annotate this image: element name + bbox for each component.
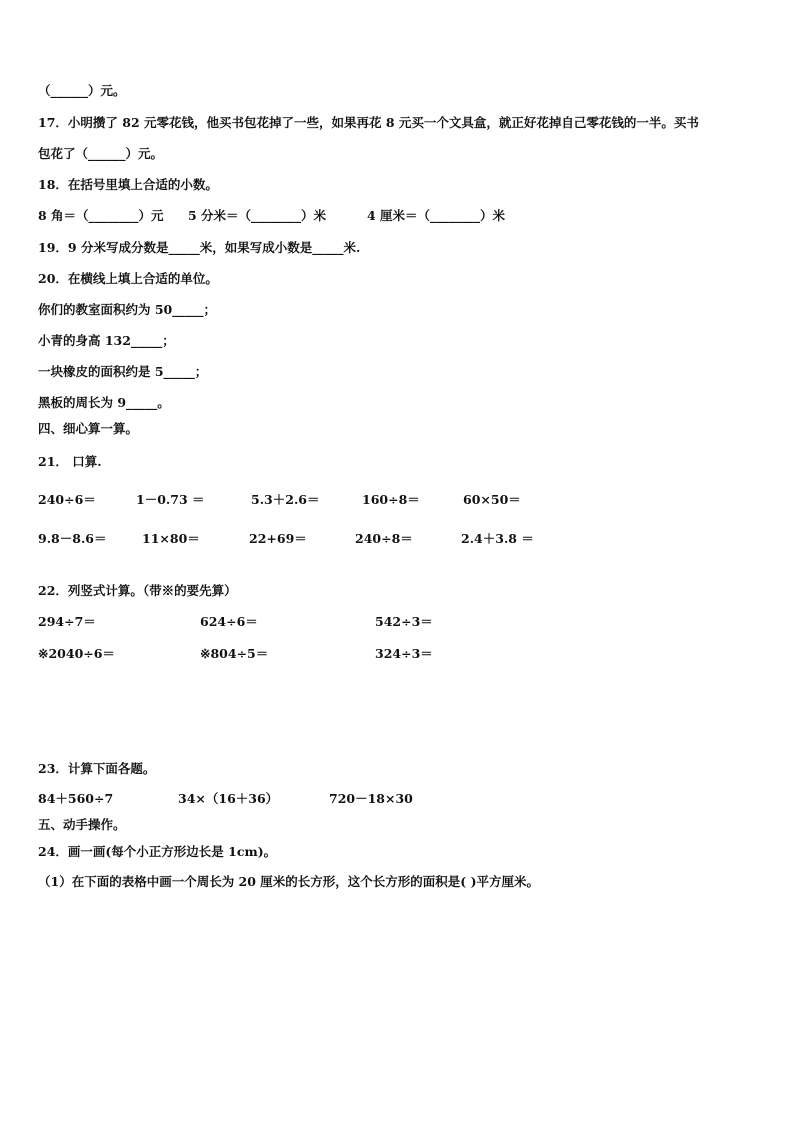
vertical-calc-item: ※2040÷6＝ xyxy=(38,646,115,661)
vertical-calc-item: 294÷7＝ xyxy=(38,614,96,629)
oral-calc-item: 160÷8＝ xyxy=(362,492,420,507)
oral-calc-item: 22+69＝ xyxy=(249,531,307,546)
section-5-heading: 五、动手操作。 xyxy=(38,817,126,832)
q22-title: 22．列竖式计算。（带※的要先算） xyxy=(38,583,237,598)
q18-title: 18．在括号里填上合适的小数。 xyxy=(38,177,218,192)
vertical-calc-item: 542÷3＝ xyxy=(375,614,433,629)
q24-sub1: （1）在下面的表格中画一个周长为 20 厘米的长方形，这个长方形的面积是( )平方厘米。 xyxy=(38,874,539,889)
q18-item: 8 角＝（________）元 xyxy=(38,208,164,223)
q16-tail: （______）元。 xyxy=(38,83,126,98)
oral-calc-item: 9.8－8.6＝ xyxy=(38,531,107,546)
oral-calc-item: 2.4＋3.8 ＝ xyxy=(461,531,534,546)
q17-line2: 包花了（______）元。 xyxy=(38,146,164,161)
calc-item: 34×（16＋36） xyxy=(178,791,279,806)
vertical-calc-item: 624÷6＝ xyxy=(200,614,258,629)
vertical-calc-item: 324÷3＝ xyxy=(375,646,433,661)
q18-item: 4 厘米＝（________）米 xyxy=(367,208,506,223)
q17-line1: 17．小明攒了 82 元零花钱，他买书包花掉了一些，如果再花 8 元买一个文具盒，就正好花掉自己零花钱的一半。买书 xyxy=(38,115,699,130)
oral-calc-item: 1－0.73 ＝ xyxy=(136,492,205,507)
q23-title: 23．计算下面各题。 xyxy=(38,761,156,776)
q20-line: 小青的身高 132_____； xyxy=(38,333,175,348)
calc-item: 720－18×30 xyxy=(329,791,413,806)
q20-line: 黑板的周长为 9_____。 xyxy=(38,395,170,410)
calc-item: 84＋560÷7 xyxy=(38,791,114,806)
q24-title: 24．画一画(每个小正方形边长是 1cm)。 xyxy=(38,844,277,859)
oral-calc-item: 240÷8＝ xyxy=(355,531,413,546)
q19: 19．9 分米写成分数是_____米，如果写成小数是_____米. xyxy=(38,240,361,255)
q20-line: 你们的教室面积约为 50_____； xyxy=(38,302,216,317)
q18-item: 5 分米＝（________）米 xyxy=(188,208,327,223)
oral-calc-item: 11×80＝ xyxy=(142,531,200,546)
q20-title: 20．在横线上填上合适的单位。 xyxy=(38,271,218,286)
q21-title: 21． 口算. xyxy=(38,454,102,469)
vertical-calc-item: ※804÷5＝ xyxy=(200,646,269,661)
q20-line: 一块橡皮的面积约是 5_____； xyxy=(38,364,208,379)
oral-calc-item: 5.3＋2.6＝ xyxy=(251,492,320,507)
section-4-heading: 四、细心算一算。 xyxy=(38,421,139,436)
oral-calc-item: 60×50＝ xyxy=(463,492,521,507)
oral-calc-item: 240÷6＝ xyxy=(38,492,96,507)
